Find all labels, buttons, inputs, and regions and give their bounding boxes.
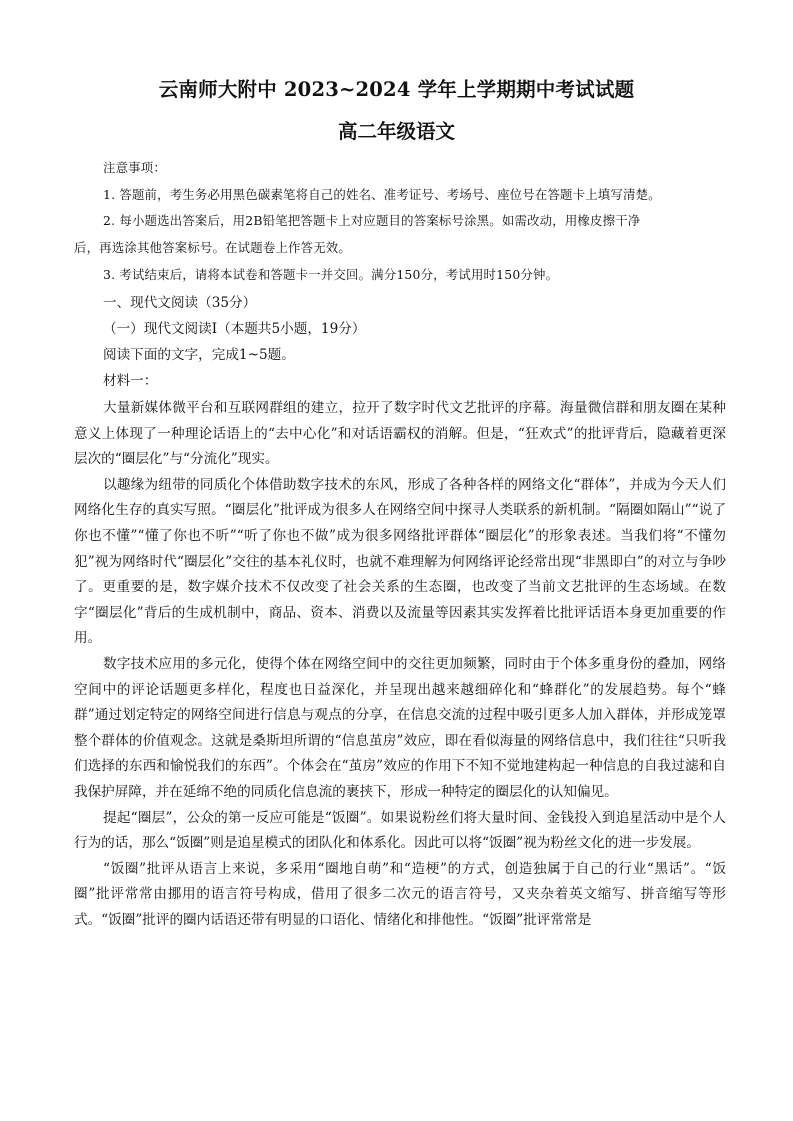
passage-paragraph-3: 数字技术应用的多元化，使得个体在网络空间中的交往更加频繁，同时由于个体多重身份的叠加，网络空间中的评论话题更多样化，程度也日益深化，并呈现出越来越细碎化和“蜂群化”的发展趋势。每个“蜂群”通过划定特定的网络空间进行信息与观点的分享，在信息交流的过程中吸引更多人加入群体，并形成笼罩整个群体的价值观念。这就是桑斯坦所谓的“信息茧房”效应，即在看似海量的网络信息中，我们往往“只听我们选择的东西和愉悦我们的东西”。个体会在“茧房”效应的作用下不知不觉地建构起一种信息的自我过滤和自我保护屏障，并在延绵不绝的同质化信息流的裹挟下，形成一种特定的圈层化的认知偏见。 — [74, 655, 726, 800]
passage-paragraph-2: 以趣缘为纽带的同质化个体借助数字技术的东风，形成了各种各样的网络文化“群体”，并成为今天人们网络化生存的真实写照。“圈层化”批评成为很多人在网络空间中探寻人类联系的新机制。“隔圈如隔山”“说了你也不懂”“懂了你也不听”“听了你也不做”成为很多网络批评群体“圈层化”的形象表述。当我们将“不懂勿犯”视为网络时代“圈层化”交往的基本礼仪时，也就不难理解为何网络评论经常出现“非黑即白”的对立与争吵了。更重要的是，数字媒介技术不仅改变了社会关系的生态圈，也改变了当前文艺批评的生态场域。在数字“圈层化”背后的生成机制中，商品、资本、消费以及流量等因素其实发挥着比批评话语本身更加重要的作用。 — [74, 476, 726, 647]
passage-paragraph-5: “饭圈”批评从语言上来说，多采用“圈地自萌”和“造梗”的方式，创造独属于自己的行业“黑话”。“饭圈”批评常常由挪用的语言符号构成，借用了很多二次元的语言符号，又夹杂着英文缩写、拼音缩写等形式。“饭圈”批评的圈内话语还带有明显的口语化、情绪化和排他性。“饭圈”批评常常是 — [74, 860, 726, 928]
notice-item-1: 1. 答题前，考生务必用黑色碳素笔将自己的姓名、准考证号、考场号、座位号在答题卡上填写清楚。 — [103, 187, 661, 202]
passage-paragraph-1: 大量新媒体微平台和互联网群组的建立，拉开了数字时代文艺批评的序幕。海量微信群和朋友圈在某种意义上体现了一种理论话语上的“去中心化”和对话语霸权的消解。但是，“狂欢式”的批评背后，隐藏着更深层次的“圈层化”与“分流化”现实。 — [74, 400, 726, 468]
passage-paragraph-4: 提起“圈层”，公众的第一反应可能是“饭圈”。如果说粉丝们将大量时间、金钱投入到追星活动中是个人行为的话，那么“饭圈”则是追星模式的团队化和体系化。因此可以将“饭圈”视为粉丝文化的进一步发展。 — [74, 809, 726, 852]
section-heading: 一、现代文阅读（35分） — [103, 295, 257, 311]
notice-item-2a: 2. 每小题选出答案后，用2B铅笔把答题卡上对应题目的答案标号涂黑。如需改动，用橡皮擦干净 — [103, 213, 641, 228]
passage-body — [74, 396, 726, 933]
notice-heading: 注意事项： — [103, 160, 166, 175]
notice-item-2b: 后，再选涂其他答案标号。在试题卷上作答无效。 — [74, 240, 351, 255]
notice-item-3: 3. 考试结束后，请将本试卷和答题卡一并交回。满分150分，考试用时150分钟。 — [103, 267, 559, 282]
material-label: 材料一： — [103, 373, 158, 389]
exam-title: 云南师大附中 2023~2024 学年上学期期中考试试题 — [158, 78, 635, 101]
reading-instruction: 阅读下面的文字，完成1~5题。 — [103, 347, 295, 363]
exam-subtitle: 高二年级语文 — [337, 120, 455, 143]
subsection-heading: （一）现代文阅读Ⅰ（本题共5小题，19分） — [103, 321, 366, 337]
